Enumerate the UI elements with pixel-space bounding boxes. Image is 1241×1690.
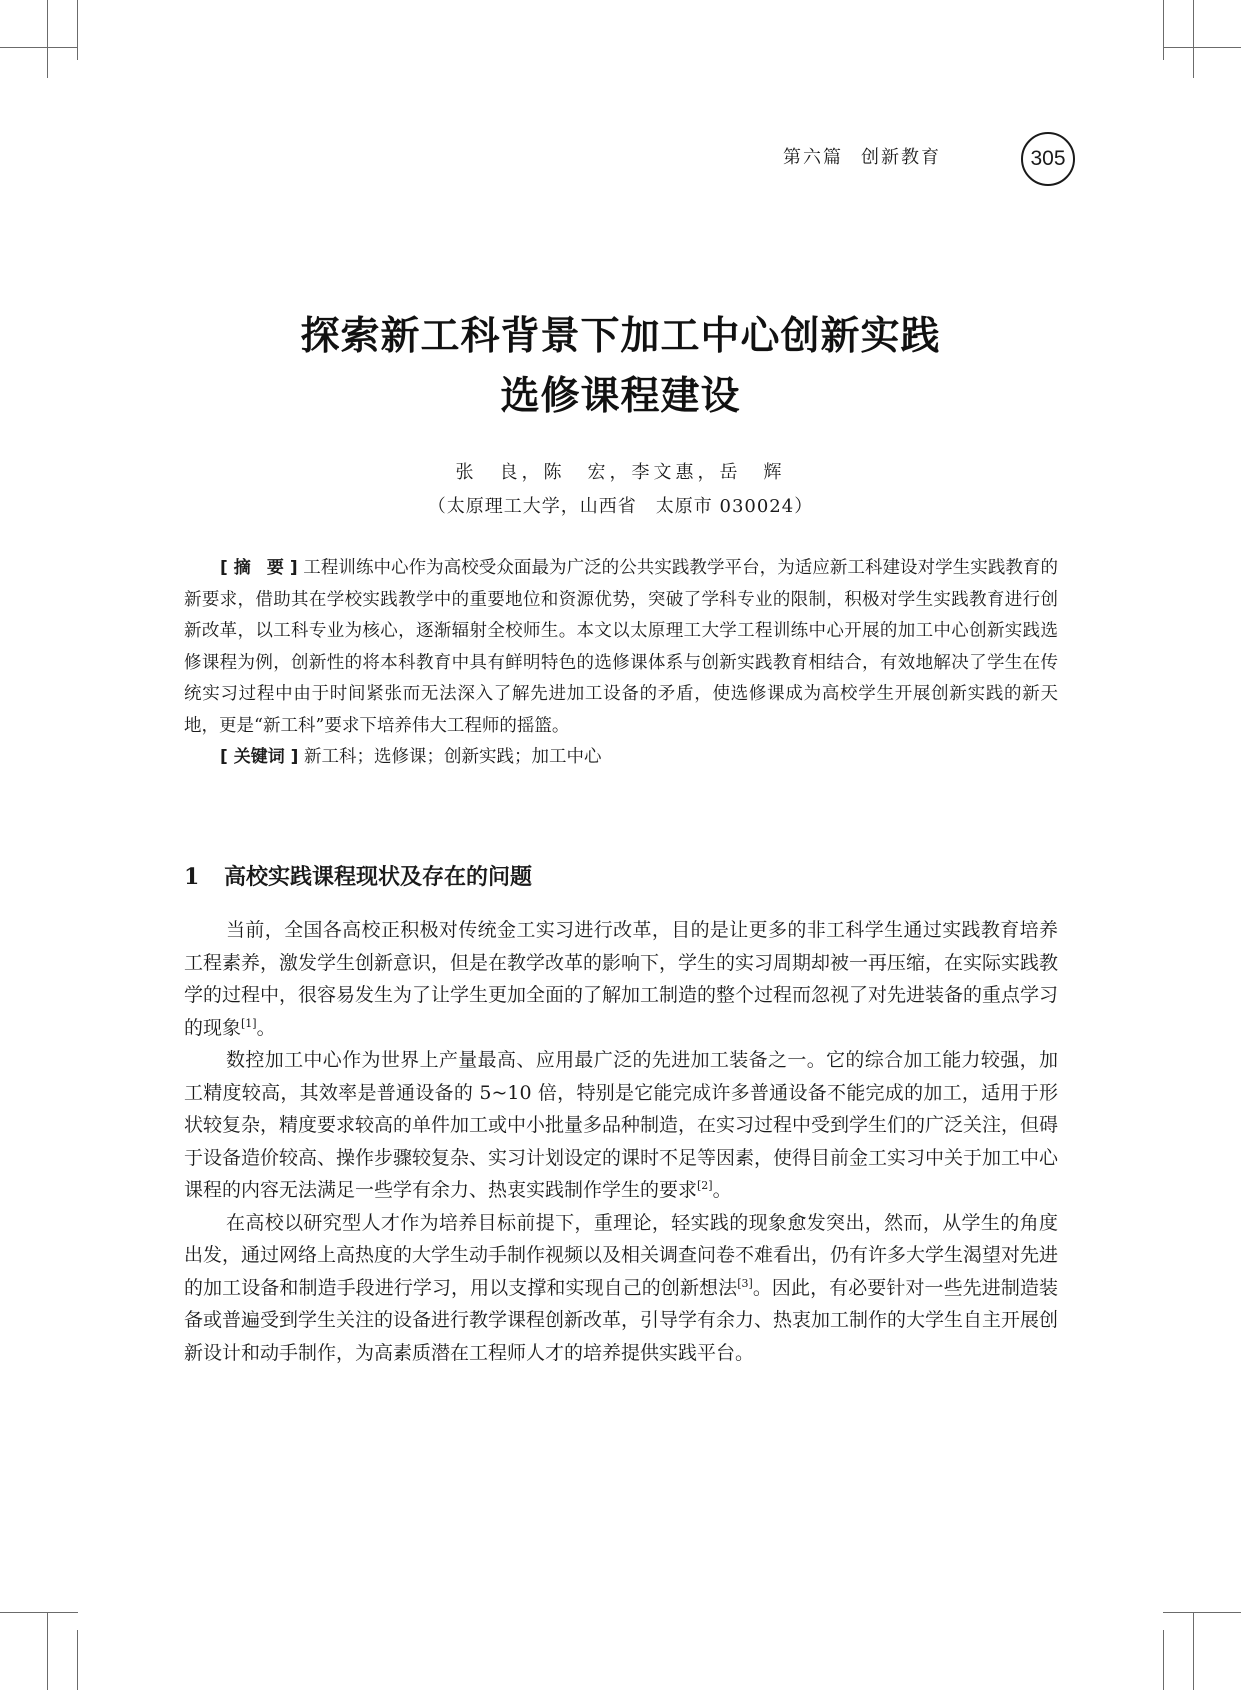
keywords — [184, 742, 1058, 774]
abstract — [184, 553, 1058, 742]
keywords-text: 新工科；选修课；创新实践；加工中心 — [303, 747, 602, 767]
crop-mark — [1163, 0, 1164, 60]
page-number-badge: 305 — [1021, 132, 1075, 186]
abstract-text: 工程训练中心作为高校受众面最为广泛的公共实践教学平台，为适应新工科建设对学生实践教育的新要求，借助其在学校实践教学中的重要地位和资源优势，突破了学科专业的限制，积极对学生实践教育进行创新改革，以工科专业为核心，逐渐辐射全校师生。本文以太原理工大学工程训练中心开展的加工中心创新实践选修课程为例，创新性的将本科教育中具有鲜明特色的选修课体系与创新实践教育相结合，有效地解决了学生在传统实习过程中由于时间紧张而无法深入了解先进加工设备的矛盾，使选修课成为高校学生开展创新实践的新天地，更是“新工科”要求下培养伟大工程师的摇篮。 — [184, 558, 1058, 736]
crop-mark — [47, 1612, 48, 1690]
paragraph: 当前，全国各高校正积极对传统金工实习进行改革，目的是让更多的非工科学生通过实践教育培养工程素养，激发学生创新意识，但是在教学改革的影响下，学生的实习周期却被一再压缩，在实际实践教学的过程中，很容易发生为了让学生更加全面的了解加工制造的整个过程而忽视了对先进装备的重点学习的现象[1]。 — [184, 919, 1059, 1039]
citation: [2] — [697, 1179, 713, 1192]
chapter-label: 创新教育 — [861, 147, 941, 168]
section-body — [184, 914, 1058, 1369]
title-line-2: 选修课程建设 — [500, 374, 741, 419]
citation: [1] — [241, 1016, 257, 1030]
part-label: 第六篇 — [783, 147, 843, 168]
abstract-label: [ 摘 要 ] — [220, 558, 298, 578]
paragraph: 数控加工中心作为世界上产量最高、应用最广泛的先进加工装备之一。它的综合加工能力较强，加工精度较高，其效率是普通设备的 5~10 倍，特别是它能完成许多普通设备不能完成的加工，适用于形状较复杂，精度要求较高的单件加工或中小批量多品种制造，在实习过程中受到学生们的广泛关注，但碍于设备造价较高、操作步骤较复杂、实习计划设定的课时不足等因素，使得目前金工实习中关于加工中心课程的内容无法满足一些学有余力、热衷实践制作学生的要求[2]。 — [184, 1049, 1059, 1201]
section-title: 高校实践课程现状及存在的问题 — [224, 864, 533, 890]
crop-mark — [1193, 1612, 1194, 1690]
crop-mark — [1163, 47, 1241, 48]
crop-mark — [77, 1630, 78, 1690]
crop-mark — [1163, 1612, 1241, 1613]
abstract-block — [184, 553, 1058, 774]
keywords-label: [ 关键词 ] — [220, 747, 299, 767]
crop-mark — [77, 0, 78, 60]
citation: [3] — [737, 1276, 753, 1290]
crop-mark — [1193, 0, 1194, 78]
title-line-1: 探索新工科背景下加工中心创新实践 — [300, 314, 941, 359]
affiliation: （太原理工大学，山西省 太原市 030024） — [427, 496, 814, 517]
crop-mark — [0, 47, 78, 48]
section-heading — [184, 860, 532, 891]
authors: 张 良，陈 宏，李文惠，岳 辉 — [455, 462, 786, 483]
running-head — [783, 143, 941, 169]
crop-mark — [47, 0, 48, 78]
crop-mark — [1163, 1630, 1164, 1690]
paragraph: 在高校以研究型人才作为培养目标前提下，重理论，轻实践的现象愈发突出，然而，从学生的角度出发，通过网络上高热度的大学生动手制作视频以及相关调查问卷不难看出，仍有许多大学生渴望对先进的加工设备和制造手段进行学习，用以支撑和实现自己的创新想法[3]。因此，有必要针对一些先进制造装备或普遍受到学生关注的设备进行教学课程创新改革，引导学有余力、热衷加工制作的大学生自主开展创新设计和动手制作，为高素质潜在工程师人才的培养提供实践平台。 — [184, 1211, 1059, 1364]
crop-mark — [0, 1612, 78, 1613]
section-number: 1 — [184, 864, 200, 890]
